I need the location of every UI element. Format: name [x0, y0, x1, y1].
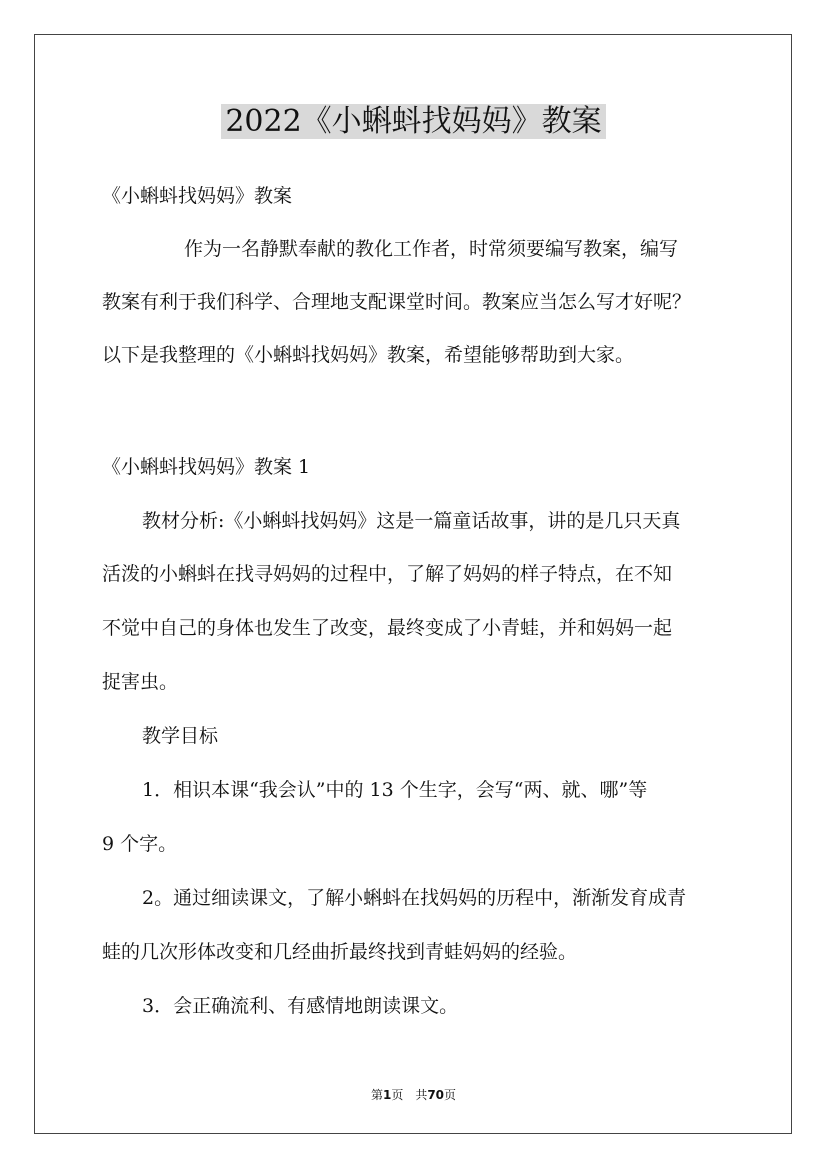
paragraph-line: 不觉中自己的身体也发生了改变，最终变成了小青蛙，并和妈妈一起: [102, 617, 673, 639]
objective-line: 9 个字。: [102, 833, 178, 855]
footer-prefix: 第: [370, 1088, 383, 1102]
footer-total-pages: 70: [427, 1088, 445, 1102]
footer-current-page: 1: [382, 1088, 392, 1102]
paragraph-line: 活泼的小蝌蚪在找寻妈妈的过程中，了解了妈妈的样子特点，在不知: [102, 563, 673, 585]
paragraph-line: 以下是我整理的《小蝌蚪找妈妈》教案，希望能够帮助到大家。: [102, 344, 635, 366]
subheading-objectives: 教学目标: [142, 725, 219, 747]
objective-line: 2。通过细读课文，了解小蝌蚪在找妈妈的历程中，渐渐发育成青: [142, 887, 687, 909]
paragraph-line: 教案有利于我们科学、合理地支配课堂时间。教案应当怎么写才好呢？: [102, 291, 692, 313]
paragraph-line: 捉害虫。: [102, 671, 179, 693]
section-heading-intro: 《小蝌蚪找妈妈》教案: [102, 185, 293, 207]
objective-line: 3．会正确流利、有感情地朗读课文。: [142, 995, 459, 1017]
paragraph-line: 教材分析:《小蝌蚪找妈妈》这是一篇童话故事，讲的是几只天真: [142, 510, 681, 532]
section-heading-lesson-1: 《小蝌蚪找妈妈》教案 1: [102, 456, 311, 478]
title-text: 2022《小蝌蚪找妈妈》教案: [221, 104, 605, 139]
footer-mid: 页 共: [391, 1088, 428, 1102]
paragraph-line: 作为一名静默奉献的教化工作者，时常须要编写教案，编写: [184, 238, 679, 260]
objective-line: 1．相识本课“我会认”中的 13 个生字，会写“两、就、哪”等: [142, 779, 648, 801]
document-title: [0, 100, 827, 144]
footer-suffix: 页: [444, 1088, 457, 1102]
page-footer: [0, 1086, 827, 1103]
objective-line: 蛙的几次形体改变和几经曲折最终找到青蛙妈妈的经验。: [102, 941, 578, 963]
